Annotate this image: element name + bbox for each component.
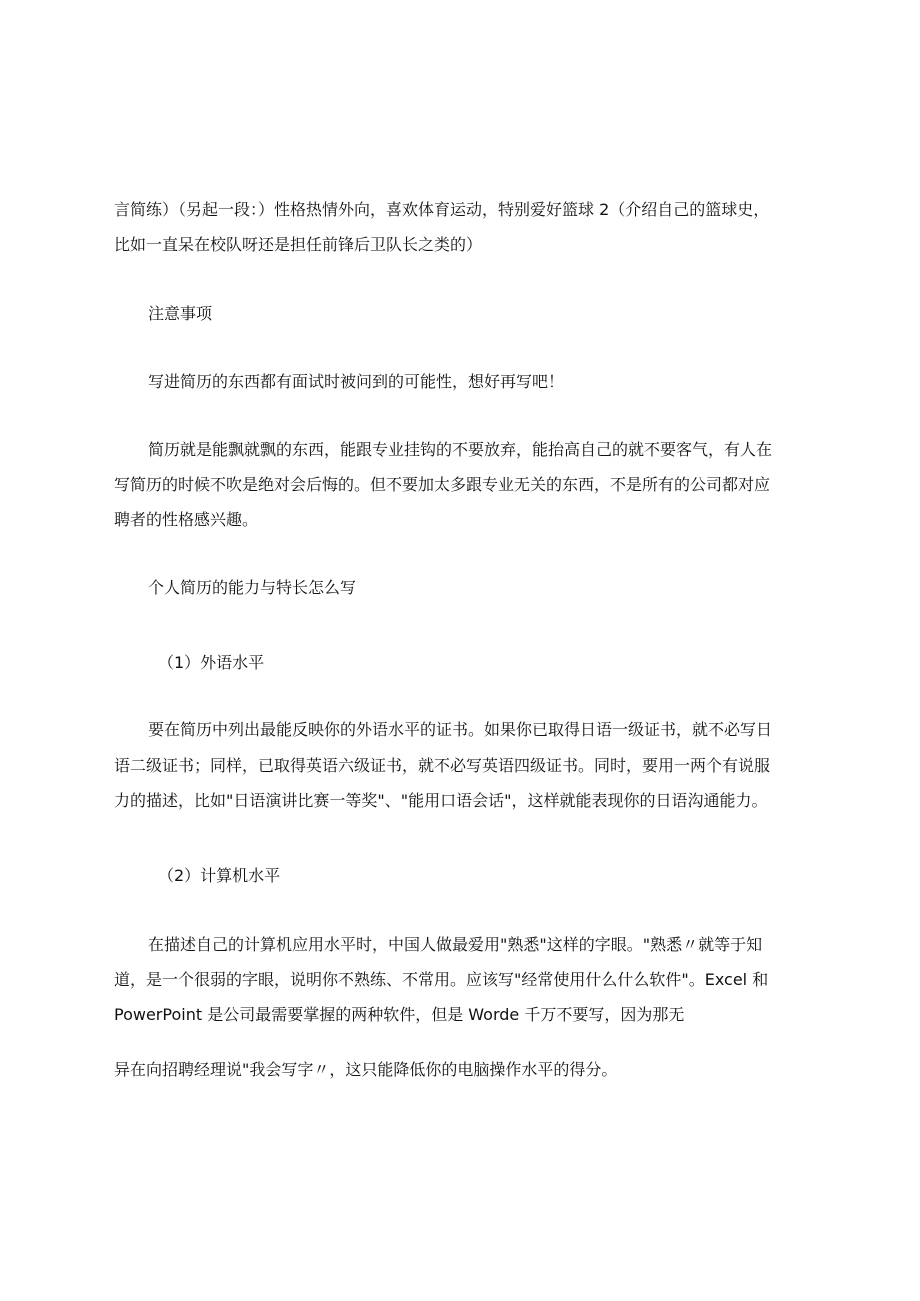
paragraph-line: 聘者的性格感兴趣。 <box>114 510 259 529</box>
section-heading-ability: 个人简历的能力与特长怎么写 <box>148 578 357 597</box>
paragraph-line: 简历就是能飘就飘的东西，能跟专业挂钩的不要放弃，能抬高自己的就不要客气，有人在 <box>148 440 773 459</box>
paragraph-line: 道，是一个很弱的字眼，说明你不熟练、不常用。应该写"经常使用什么什么软件"。Excel 和 <box>114 970 769 989</box>
paragraph-line: 异在向招聘经理说"我会写字〃，这只能降低你的电脑操作水平的得分。 <box>114 1060 618 1079</box>
section-heading-notes: 注意事项 <box>148 304 213 323</box>
subheading-foreign-language: （1）外语水平 <box>158 653 265 672</box>
paragraph-line: 力的描述，比如"日语演讲比赛一等奖"、"能用口语会话"，这样就能表现你的日语沟通能力。 <box>114 791 768 810</box>
paragraph-line: 言简练）（另起一段：）性格热情外向，喜欢体育运动，特别爱好篮球 2（介绍自己的篮球史， <box>114 200 770 219</box>
subheading-computer-skill: （2）计算机水平 <box>158 866 281 885</box>
paragraph-line: 语二级证书；同样，已取得英语六级证书，就不必写英语四级证书。同时，要用一两个有说服 <box>114 756 771 775</box>
paragraph-line: 要在简历中列出最能反映你的外语水平的证书。如果你已取得日语一级证书，就不必写日 <box>148 720 773 739</box>
paragraph-line: PowerPoint 是公司最需要掌握的两种软件，但是 Worde 千万不要写，因为那无 <box>114 1005 685 1024</box>
paragraph-line: 比如一直呆在校队呀还是担任前锋后卫队长之类的） <box>114 235 483 254</box>
paragraph-line: 写进简历的东西都有面试时被问到的可能性，想好再写吧！ <box>148 372 565 391</box>
paragraph-line: 写简历的时候不吹是绝对会后悔的。但不要加太多跟专业无关的东西，不是所有的公司都对应 <box>114 475 771 494</box>
paragraph-line: 在描述自己的计算机应用水平时，中国人做最爱用"熟悉"这样的字眼。"熟悉〃就等于知 <box>148 935 763 954</box>
